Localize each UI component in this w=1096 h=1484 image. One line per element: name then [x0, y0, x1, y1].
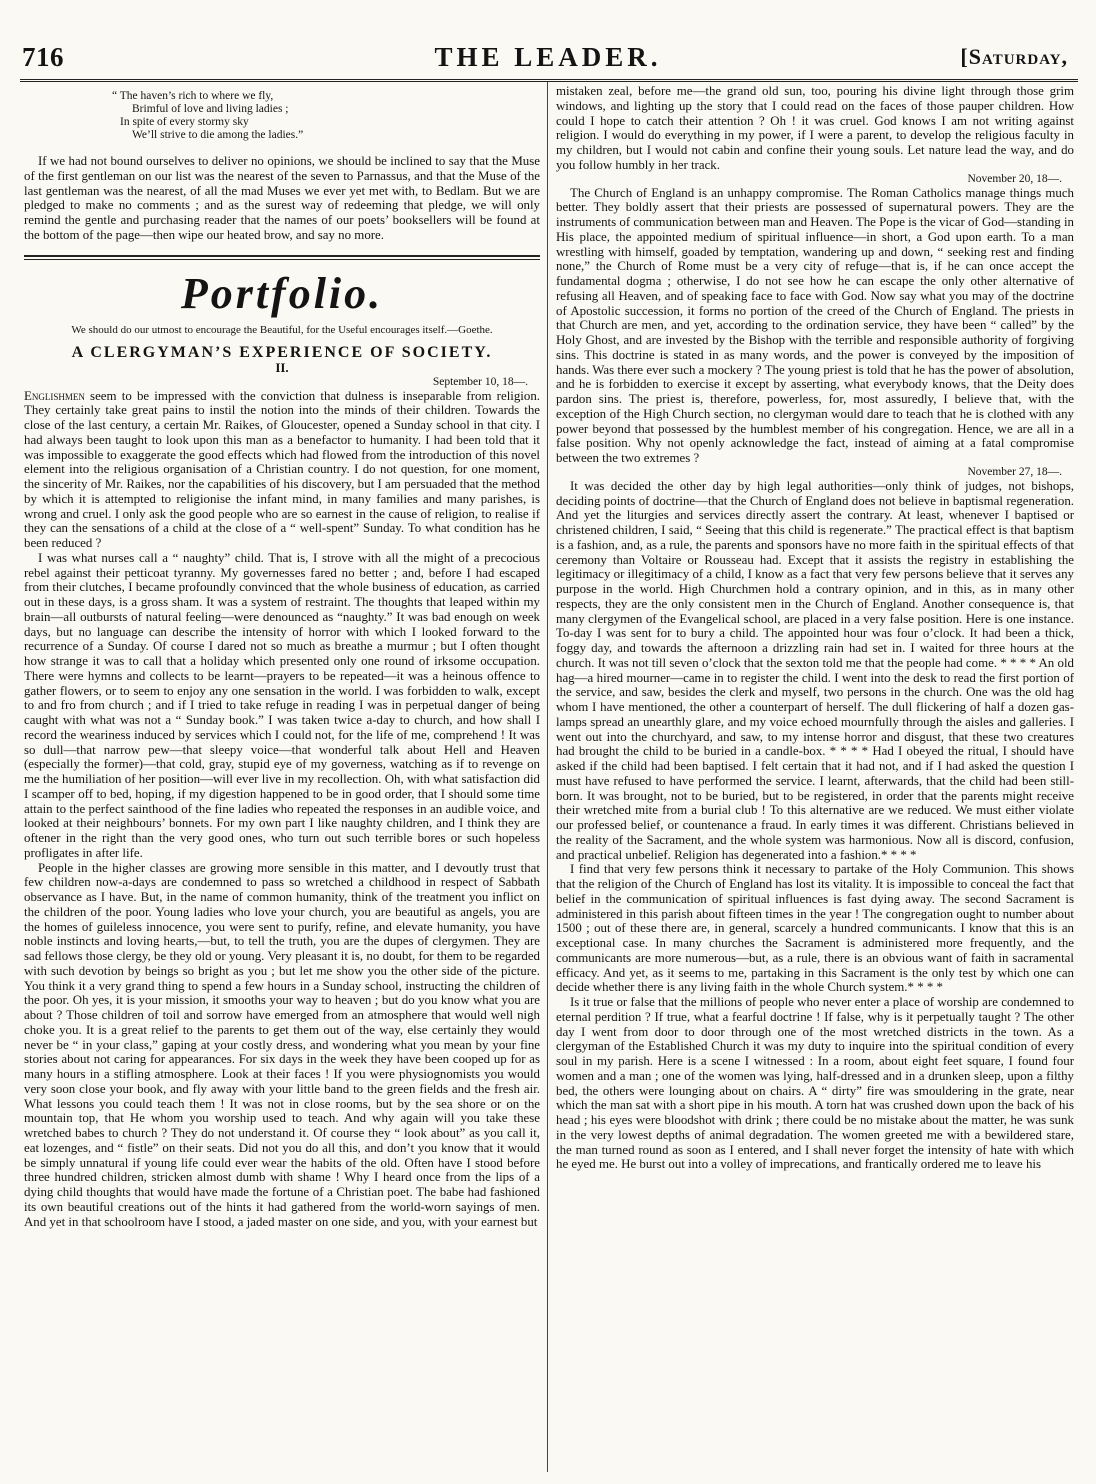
- entry-date: September 10, 18—.: [432, 375, 528, 388]
- header-rule: [20, 79, 1078, 82]
- article-paragraph: It was decided the other day by high legal authorities—only think of judges, not bishops, deciding points of doctrine—that the Church of England does not believe in baptismal regeneration. And yet the liturgies and services directly assert the contrary. At least, whenever I baptised or christened children, I said, “ Seeing that this child is regenerate.” The practical effect is that baptism is a fashion, and, as a rule, the parents and sponsors have no more faith in the spiritual effects of that ceremony than Voltaire or Rousseau had. Except that it assists the registry in establishing the legitimacy or illegitimacy of a child, I know as a fact that very few persons believe that it serves any purpose in the world. High Churchmen hold a contrary opinion, and in this, as in many other respects, they are the only consistent men in the Church of England. Another consequence is, that many clergymen of the Evangelical school, are placed in a very false position. Here is one instance. To-day I was sent for to bury a child. The appointed hour was four o’clock. It had been a thick, foggy day, and towards the afternoon a drizzling rain had set in. I waited for three hours at the church. It was not till seven o’clock that the sexton told me that the people had come. * * * * An old hag—a hired mourner—came in to register the child. I went into the desk to read the first portion of the service, and saw, besides the clerk and myself, two persons in the church. One was the old hag whom I have mentioned, the other a counterpart of herself. The dull flickering of half a dozen gas-lamps spread an unearthly glare, and my voice echoed mournfully through the aisles and galleries. I went out into the churchyard, and saw, to my intense horror and disgust, that these two creatures had brought the child to be buried in a candle-box. * * * * Had I obeyed the ritual, I should have asked if the child had been baptised. I felt certain that it had not, and if I had asked the question I must have refused to have performed the service. I learnt, afterwards, that the child had been still-born. It was brought, not to be buried, but to be registered, in order that the parents might receive their wretched mite from a burial club ! To this alternative are we reduced. We must either violate our professed belief, or countenance a fraud. In early times it was different. Christians believed in the reality of the Sacrament, and the whole system was harmonious. Now all is discord, confusion, and practical unbelief. Religion has degenerated into a fashion.* * * *: [556, 478, 1074, 862]
- article-paragraph: [24, 389, 540, 551]
- page-header: [20, 42, 1076, 76]
- column-divider: [547, 82, 548, 1472]
- entry-date: November 20, 18—.: [967, 172, 1062, 185]
- paragraph-text: seem to be impressed with the conviction that dulness is inseparable from religion. They certainly take great pains to instil the notion into the minds of their children. Towards the close of the last century, a certain Mr. Raikes, of Gloucester, opened a Sunday school in that city. I had always been taught to look upon this man as a benefactor to humanity. I had been told that it was impossible to exaggerate the good effects which had flowed from the introduction of this novel element into the religious organisation of a Christian country. I do not question, for one moment, the sincerity of Mr. Raikes, nor the capabilities of his discovery, but I am persuaded that the method by which it is attempted to religionise the infant mind, in many families and many parishes, is wrong and cruel. I only ask the good people who are so earnest in the cause of religion, to realise if they can the sensations of a child at the close of a “ well-spent” Sunday. To what condition has he been reduced ?: [24, 388, 540, 550]
- article-title: A CLERGYMAN’S EXPERIENCE OF SOCIETY.: [71, 344, 493, 361]
- issue-day: [Saturday,: [960, 44, 1068, 69]
- verse-line: We’ll strive to die among the ladies.”: [132, 129, 304, 141]
- article-paragraph: mistaken zeal, before me—the grand old sun, too, pouring his divine light through those grim windows, and lighting up the story that I could read on the faces of those pauper children. How could I hope to catch their attention ? Oh ! it was cruel. God knows I am not writing against religion. I would do everything in my power, if I were a parent, to develop the religious faculty in my children, but I would not cabin and confine their young souls. Let nature lead the way, and do you follow humbly in her track.: [556, 84, 1074, 172]
- article-part: II.: [275, 359, 289, 375]
- article-paragraph: The Church of England is an unhappy compromise. The Roman Catholics manage things much better. They boldly assert that their priests are possessed of supernatural powers. They are the instruments of communication between man and Heaven. The Pope is the vicar of God—standing in His place, the appointed medium of spiritual influence—in short, a God upon earth. To a man wrestling with himself, goaded by temptation, wandering up and down, “ seeking rest and finding none,” the Church of Rome must be a very city of refuge—that is, if he can once accept the fundamental dogma ; otherwise, I do not see how he can escape the only other alternative of refusing all Heaven, and of speaking face to face with God. Now say what you may of the doctrine of Apostolic succession, it forms no portion of the creed of the Church of England. The priests in that Church are men, and yet, according to the ordination service, they have been “ called” by the Holy Ghost, and are invested by the Bishop with the terrible and responsible authority of forgiving sins. This doctrine is stated in as many words, and the power is conveyed by the imposition of hands. Was there ever such a mockery ? The young priest is told that he has the power of absolution, and he is forbidden to exercise it except by asserting, what everybody knows, that the Deity does pardon sins. The priest is, therefore, powerless, for, most assuredly, I believe that, with the exception of the High Church section, no clergyman would dare to teach that he is clothed with any power beyond that possessed by the humblest member of his congregation. Hence, we are all in a false position. Why not openly acknowledge the fact, instead of aiming at a fatal compromise between the two extremes ?: [556, 185, 1074, 465]
- entry-date: November 27, 18—.: [967, 465, 1062, 478]
- verse-line: In spite of every stormy sky: [120, 116, 249, 128]
- article-paragraph: I was what nurses call a “ naughty” child. That is, I strove with all the might of a precocious rebel against their petticoat tyranny. My governesses fared no better ; and, before I had escaped from their clutches, I became profoundly convinced that the whole business of education, as carried out in these days, is a gross sham. It was a system of restraint. The thoughts that leaped within my brain—all outbursts of natural feeling—were denounced as “naughty.” It was bad enough on week days, but no language can describe the intensity of horror with which I looked forward to the recurrence of a Sunday. Of course I dared not so much as breathe a murmur ; but I often thought how strange it was to call that a holiday which presented only one round of irksome occupation. There were hymns and collects to be learnt—prayers to be repeated—it was a heinous offence to gather flowers, or to seem to enjoy any one sensation in the world. I was forbidden to walk, except to and fro from church ; and if I tried to take refuge in reading I was in perpetual danger of being caught with what was not a “ Sunday book.” I was taken twice a-day to church, and how shall I record the weariness induced by services which I could not, for the life of me, comprehend ! It was so dull—that narrow pew—that sleepy voice—that wonderful talk about Hell and Heaven (especially the former)—that cold, gray, stupid eye of my governess, watching as if to revenge on me the humiliation of her position—will ever live in my recollection. Oh, with what satisfaction did I scamper off to bed, hoping, if my digestion happened to be in good order, that I should some time attain to the perfect sainthood of the fine ladies who repeated the responses in an audible voice, and looked at their neighbours’ bonnets. For my own part I like naughty children, and I think they are oftener in the right than the very good ones, who turn out such terrible bores or such hopeless profligates in after life.: [24, 550, 540, 860]
- verse-quote: [24, 90, 540, 142]
- section-rule: [24, 255, 540, 260]
- article-paragraph: I find that very few persons think it necessary to partake of the Holy Communion. This shows that the religion of the Church of England has lost its vitality. It is impossible to conceal the fact that belief in the communication of spiritual influences is fast dying away. The second Sacrament is administered in this parish about fifteen times in the year ! The congregation ought to number about 1500 ; out of these there are, in general, scarcely a hundred communicants. I know that this is an exceptional case. In many churches the Sacrament is administered more frequently, and the communicants are more numerous—but, as a rule, there is an obvious want of faith in sacramental efficacy. And yet, as it seems to me, partaking in this Sacrament is the only test by which one can decide whether there is any living faith in the whole Church system.* * * *: [556, 862, 1074, 995]
- newspaper-title: THE LEADER.: [434, 42, 662, 72]
- intro-paragraph: If we had not bound ourselves to deliver no opinions, we should be inclined to say that the Muse of the first gentleman on our list was the nearest of the seven to Parnassus, and that the Muse of the last gentleman was the nearest, of all the mad Muses we ever yet met with, to Bedlam. But we are pledged to make no comments ; and as the surest way of redeeming that pledge, we will only remind the gentle and purchasing reader that the names of our poets’ booksellers will be found at the bottom of the page—then wipe our heated brow, and say no more.: [24, 154, 540, 242]
- page-number: 716: [22, 42, 64, 72]
- article-paragraph: Is it true or false that the millions of people who never enter a place of worship are condemned to eternal perdition ? If true, what a fearful doctrine ! If false, why is it perpetually taught ? The other day I went from door to door through one of the most wretched districts in the town. As a clergyman of the Established Church it was my duty to inquire into the spiritual condition of every soul in my parish. Here is a scene I witnessed : In a room, about eight feet square, I found four women and a man ; one of the women was lying, half-dressed and in a drunken sleep, upon a filthy bed, the others were lounging about on chairs. A “ dirty” fire was smouldering in the grate, near which the man sat with a short pipe in his mouth. A torn hat was crushed down upon the back of his head ; his eyes were bloodshot with drink ; there could be no mistake about the matter, he was sunk in the very lowest depths of animal degradation. The women greeted me with a bewildered stare, the man turned round as soon as I entered, and I shall never forget the intensity of hate with which he eyed me. He burst out into a volley of imprecations, and frantically ordered me to leave his: [556, 995, 1074, 1172]
- verse-line: Brimful of love and living ladies ;: [132, 103, 289, 115]
- right-column: [556, 84, 1074, 1474]
- article-paragraph: People in the higher classes are growing more sensible in this matter, and I devoutly trust that few children now-a-days are condemned to pass so wretched a childhood in respect of Sabbath observance as I have. But, in the name of common humanity, think of the treatment you inflict on the children of the poor. Young ladies who love your church, you are beautiful as angels, you are the homes of guileless innocence, you were sent to purify, refine, and elevate humanity, you have noble instincts and loving hearts,—but, to tell the truth, you are the dupes of clergymen. They are sad fellows those clergy, be they old or young. Very pleasant it is, no doubt, for them to be regarded with such devotion by beings so bright as you ; but let me show you the other side of the picture. You think it a very grand thing to spend a few hours in a Sunday school, instructing the children of the poor. Oh yes, it is your mission, it smooths your way to heaven ; but do you know what you are about ? Those children of toil and sorrow have emerged from an atmosphere that would well nigh choke you. It is a great relief to the parents to get them out of the way, else certainly they would never be “ in your class,” gaping at your costly dress, and wondering what you mean by your fine stories about not caring for appearances. For six days in the week they have been cooped up for as many hours in a stifling atmosphere. Look at their faces ! If you were physiognomists you would very soon close your book, and fly away with your little band to the green fields and the fresh air. What lessons you could teach them ! It was not in close rooms, but by the sea shore or on the mountain top, that He whom you worship used to teach. And why again will you take these wretched babes to church ? They do not understand it. Of course they “ look about” as you call it, eat lozenges, and “ fistle” on their seats. Did not you do all this, and don’t you know that it would be simply unnatural if young life could ever wear the habits of the old. Often have I stood before three hundred children, stricken almost dumb with shame ! Why I heard once from the lips of a dying child thoughts that would have made the fortune of a Christian poet. The babe had fashioned its own beautiful creations out of the hints it had gathered from the world-worn sayings of men. And yet in that schoolroom have I stood, a jaded master on one side, and you, with your earnest but: [24, 860, 540, 1229]
- section-title: Portfolio.: [180, 268, 384, 318]
- verse-line: “ The haven’s rich to where we fly,: [112, 90, 274, 102]
- left-column: [24, 84, 540, 1474]
- epigraph: We should do our utmost to encourage the Beautiful, for the Useful encourages itself.—Goethe.: [71, 323, 493, 336]
- lead-word: Englishmen: [24, 388, 85, 403]
